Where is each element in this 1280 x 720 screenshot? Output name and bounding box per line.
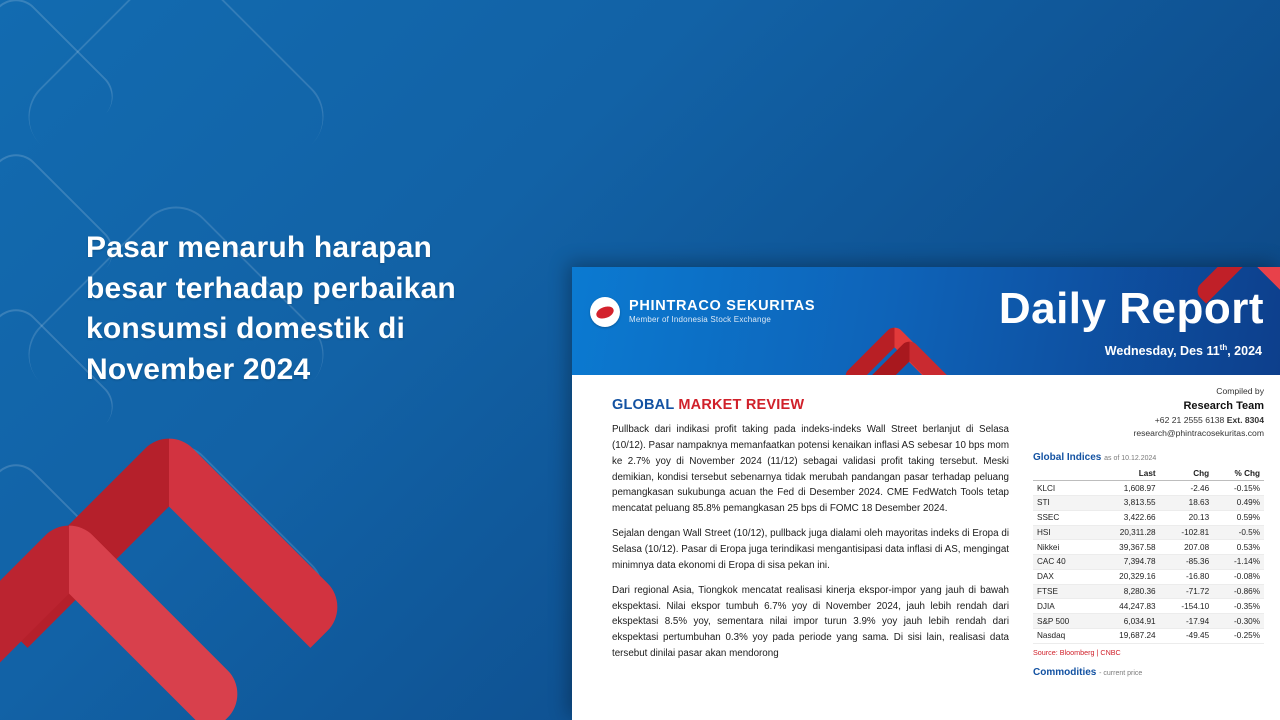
index-last-cell: 3,422.66 bbox=[1093, 510, 1160, 525]
index-chg-cell: -49.45 bbox=[1160, 628, 1214, 643]
commodities-asof: - current price bbox=[1099, 669, 1143, 677]
table-row bbox=[1033, 525, 1264, 540]
commodities-title bbox=[1033, 667, 1264, 678]
table-row bbox=[1033, 614, 1264, 629]
global-indices-table bbox=[1033, 467, 1264, 644]
index-last-cell: 44,247.83 bbox=[1093, 599, 1160, 614]
index-last-cell: 39,367.58 bbox=[1093, 540, 1160, 555]
index-last-cell: 20,329.16 bbox=[1093, 569, 1160, 584]
index-pct-chg-cell: 0.59% bbox=[1213, 510, 1264, 525]
index-pct-chg-cell: 0.49% bbox=[1213, 495, 1264, 510]
global-market-review-column bbox=[572, 375, 1027, 720]
commodities-title-text: Commodities bbox=[1033, 666, 1097, 678]
index-name-cell: S&P 500 bbox=[1033, 614, 1093, 629]
column-header-chg: Chg bbox=[1160, 467, 1214, 481]
index-chg-cell: -2.46 bbox=[1160, 481, 1214, 496]
review-paragraph: Dari regional Asia, Tiongkok mencatat realisasi kinerja ekspor-impor yang jauh di bawah ekspektasi. Nilai ekspor tumbuh 6.7% yoy di November 2024, jauh lebih rendah dari ekspektasi 8.5% yoy, sementara nilai impor turun 3.9% yoy jauh lebih rendah dari ekspektasi pertumbuhan 0.3% yoy pada periode yang sama. Di sisi lain, realisasi data tersebut dinilai pasar akan mendorong bbox=[612, 584, 1009, 660]
contact-email: research@phintracosekuritas.com bbox=[1133, 428, 1264, 439]
index-name-cell: STI bbox=[1033, 495, 1093, 510]
index-name-cell: Nikkei bbox=[1033, 540, 1093, 555]
brand-subtitle: Member of Indonesia Stock Exchange bbox=[629, 315, 771, 325]
compiled-by-block bbox=[1033, 385, 1264, 440]
table-row bbox=[1033, 540, 1264, 555]
index-name-cell: DAX bbox=[1033, 569, 1093, 584]
index-name-cell: FTSE bbox=[1033, 584, 1093, 599]
daily-report-document[interactable] bbox=[572, 267, 1280, 720]
index-chg-cell: 20.13 bbox=[1160, 510, 1214, 525]
table-row bbox=[1033, 584, 1264, 599]
index-last-cell: 7,394.78 bbox=[1093, 555, 1160, 570]
phone-number: +62 21 2555 6138 bbox=[1154, 415, 1225, 426]
index-name-cell: KLCI bbox=[1033, 481, 1093, 496]
index-pct-chg-cell: -0.30% bbox=[1213, 614, 1264, 629]
indices-column bbox=[1027, 375, 1280, 720]
document-date-text: Wednesday, Des 11 bbox=[1104, 344, 1220, 359]
column-header-pct-chg: % Chg bbox=[1213, 467, 1264, 481]
index-last-cell: 19,687.24 bbox=[1093, 628, 1160, 643]
section-title-global bbox=[612, 397, 1009, 413]
document-date bbox=[1105, 343, 1262, 358]
index-chg-cell: -85.36 bbox=[1160, 555, 1214, 570]
index-chg-cell: -102.81 bbox=[1160, 525, 1214, 540]
index-chg-cell: 18.63 bbox=[1160, 495, 1214, 510]
table-row bbox=[1033, 599, 1264, 614]
index-chg-cell: -71.72 bbox=[1160, 584, 1214, 599]
compiled-label: Compiled by bbox=[1216, 386, 1264, 396]
index-pct-chg-cell: 0.53% bbox=[1213, 540, 1264, 555]
index-name-cell: HSI bbox=[1033, 525, 1093, 540]
index-pct-chg-cell: -1.14% bbox=[1213, 555, 1264, 570]
document-date-suffix: th bbox=[1219, 343, 1228, 352]
global-indices-asof: as of 10.12.2024 bbox=[1104, 455, 1157, 463]
index-chg-cell: -154.10 bbox=[1160, 599, 1214, 614]
indices-source: Source: Bloomberg | CNBC bbox=[1033, 647, 1121, 657]
contact-phone bbox=[1033, 414, 1264, 427]
index-last-cell: 20,311.28 bbox=[1093, 525, 1160, 540]
index-last-cell: 3,813.55 bbox=[1093, 495, 1160, 510]
index-pct-chg-cell: -0.86% bbox=[1213, 584, 1264, 599]
table-row bbox=[1033, 569, 1264, 584]
document-date-year: , 2024 bbox=[1227, 344, 1262, 359]
phone-extension: Ext. 8304 bbox=[1226, 415, 1264, 426]
table-row bbox=[1033, 510, 1264, 525]
table-row bbox=[1033, 555, 1264, 570]
table-row bbox=[1033, 481, 1264, 496]
review-paragraph: Pullback dari indikasi profit taking pada indeks-indeks Wall Street berlanjut di Selasa (10/12). Pasar nampaknya memanfaatkan potensi kenaikan inflasi AS sebesar 10 bps mom ke 2.7% yoy di November 2024 (11/12) sebagai validasi profit taking tersebut. Meski demikian, kondisi tersebut sebenarnya tidak merubah pandangan pasar terhadap peluang pemangkasan sukubunga acuan the Fed di Desember 2024. CME FedWatch Tools tetap mencatat peluang 85.8% pemangkasan 25 bps di FOMC 18 Desember 2024. bbox=[612, 424, 1009, 515]
brand-name: PHINTRACO SEKURITAS bbox=[629, 297, 816, 314]
index-name-cell: SSEC bbox=[1033, 510, 1093, 525]
index-last-cell: 6,034.91 bbox=[1093, 614, 1160, 629]
index-name-cell: Nasdaq bbox=[1033, 628, 1093, 643]
table-header-row bbox=[1033, 467, 1264, 481]
index-pct-chg-cell: -0.5% bbox=[1213, 525, 1264, 540]
document-body bbox=[572, 375, 1280, 720]
index-pct-chg-cell: -0.35% bbox=[1213, 599, 1264, 614]
document-header bbox=[572, 267, 1280, 375]
index-last-cell: 1,608.97 bbox=[1093, 481, 1160, 496]
table-row bbox=[1033, 495, 1264, 510]
table-row bbox=[1033, 628, 1264, 643]
brand-logo bbox=[590, 297, 815, 327]
review-paragraph: Sejalan dengan Wall Street (10/12), pullback juga dialami oleh mayoritas indeks di Eropa di Selasa (10/12). Pasar di Eropa juga terindikasi mengantisipasi data inflasi di AS, mengingat minimnya data ekonomi di Eropa di sisa pekan ini. bbox=[612, 528, 1009, 571]
section-title-market-review: MARKET REVIEW bbox=[678, 397, 805, 413]
global-indices-title bbox=[1033, 452, 1264, 463]
research-team-label: Research Team bbox=[1183, 399, 1264, 412]
index-chg-cell: 207.08 bbox=[1160, 540, 1214, 555]
section-title-global-word: GLOBAL bbox=[612, 397, 675, 413]
slide-headline: Pasar menaruh harapan besar terhadap perbaikan konsumsi domestik di November 2024 bbox=[86, 231, 456, 386]
index-chg-cell: -17.94 bbox=[1160, 614, 1214, 629]
phintraco-logo-icon bbox=[590, 297, 620, 327]
index-pct-chg-cell: -0.15% bbox=[1213, 481, 1264, 496]
index-name-cell: DJIA bbox=[1033, 599, 1093, 614]
index-pct-chg-cell: -0.08% bbox=[1213, 569, 1264, 584]
index-chg-cell: -16.80 bbox=[1160, 569, 1214, 584]
global-indices-title-text: Global Indices bbox=[1033, 452, 1102, 464]
index-pct-chg-cell: -0.25% bbox=[1213, 628, 1264, 643]
document-title: Daily Report bbox=[998, 284, 1264, 333]
column-header-index bbox=[1033, 467, 1093, 481]
index-last-cell: 8,280.36 bbox=[1093, 584, 1160, 599]
index-name-cell: CAC 40 bbox=[1033, 555, 1093, 570]
column-header-last: Last bbox=[1093, 467, 1160, 481]
